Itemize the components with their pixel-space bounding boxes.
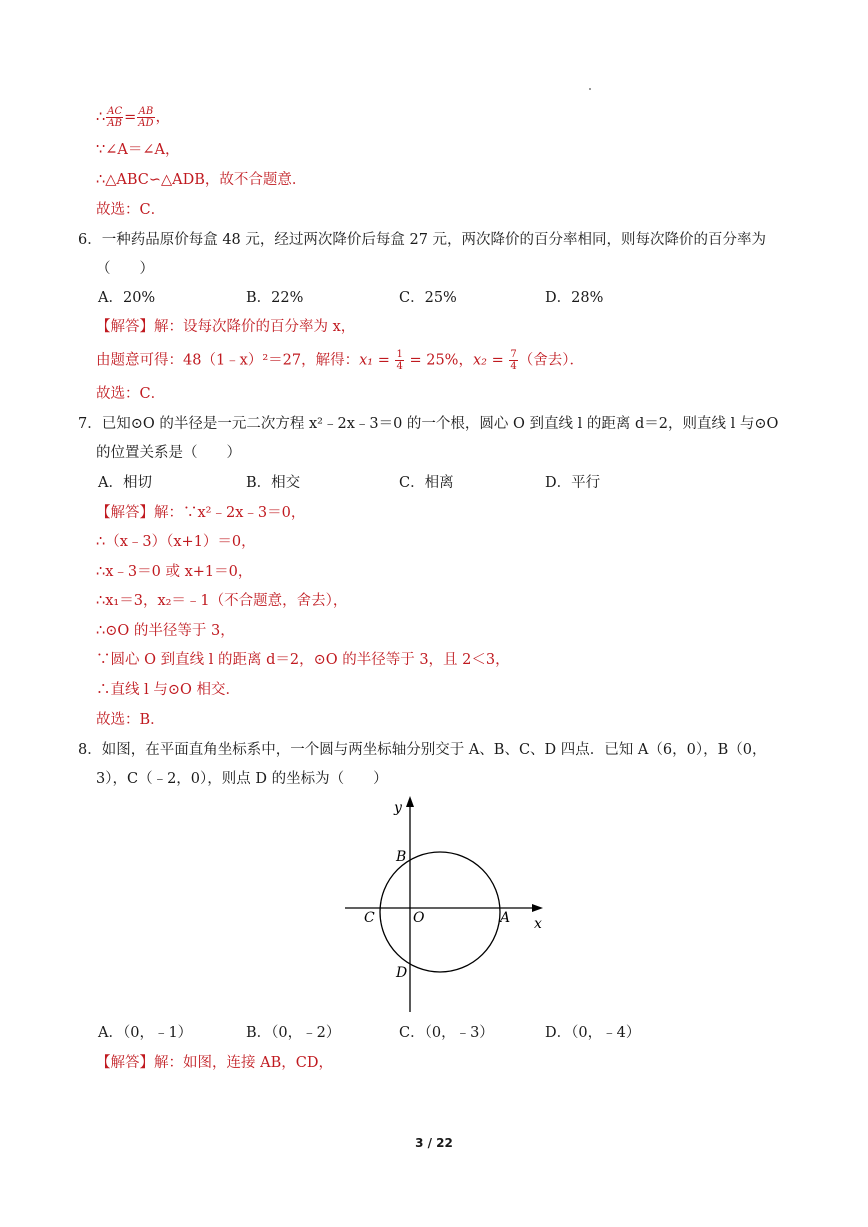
q8-stem-line2: 3），C（﹣2，0），则点 D 的坐标为（ ） <box>96 771 388 787</box>
fraction-ab-ad: $\frac{AB}{AD}$ <box>138 106 154 129</box>
prev-line-1: ∴ $\frac{AC}{AB}$ = $\frac{AB}{AD}$ ， <box>96 106 171 129</box>
q8-option-a: A．（0，﹣1） <box>98 1025 193 1041</box>
q7-option-b: B．相交 <box>246 475 301 491</box>
q6-option-d: D．28% <box>545 290 604 306</box>
q7-solution-line8: 故选：B． <box>96 712 165 728</box>
y-axis-arrow <box>406 796 414 807</box>
q6-solution-line1: 【解答】解：设每次降价的百分率为 x， <box>96 319 356 335</box>
x-axis-arrow <box>532 904 543 912</box>
fraction-seven-quarters: $\frac{7}{4}$ <box>510 349 517 372</box>
q6-solution-line3: 故选：C． <box>96 386 166 402</box>
q6-stem-line1: 6．一种药品原价每盒 48 元，经过两次降价后每盒 27 元，两次降价的百分率相同，则每次降价的百分率为 <box>78 232 767 248</box>
q7-option-a: A．相切 <box>98 475 152 491</box>
solution-tag: 【解答】 <box>96 319 154 335</box>
prev-line-4: 故选：C． <box>96 202 166 218</box>
page-number: 3 / 22 <box>415 1136 453 1150</box>
solution-tag: 【解答】 <box>96 505 154 521</box>
q7-stem-line1: 7．已知⊙O 的半径是一元二次方程 x²﹣2x﹣3＝0 的一个根，圆心 O 到直线 l 的距离 d＝2，则直线 l 与⊙O <box>78 416 779 432</box>
q7-solution-line5: ∴⊙O 的半径等于 3， <box>96 623 235 639</box>
label-d: D <box>396 965 408 981</box>
q8-option-d: D．（0，﹣4） <box>545 1025 641 1041</box>
label-b: B <box>396 849 407 865</box>
q6-option-c: C．25% <box>399 290 457 306</box>
prev-line-2: ∵∠A＝∠A， <box>96 142 180 158</box>
q7-solution-line1: 【解答】解：∵x²﹣2x﹣3＝0， <box>96 505 306 521</box>
q7-option-d: D．平行 <box>545 475 601 491</box>
label-x: x <box>534 916 542 932</box>
q6-solution-line2: 由题意可得：48（1﹣x）²＝27，解得：x₁ = $\frac{1}{4}$ = 25%，x₂ = $\frac{7}{4}$ （舍去）． <box>96 349 584 372</box>
coordinate-figure <box>335 790 555 1020</box>
q6-option-a: A．20% <box>98 290 156 306</box>
q7-solution-line4: ∴x₁＝3，x₂＝﹣1（不合题意，舍去）， <box>96 593 348 609</box>
circle <box>380 852 500 972</box>
q8-option-b: B．（0，﹣2） <box>246 1025 341 1041</box>
q8-stem-line1: 8．如图，在平面直角坐标系中，一个圆与两坐标轴分别交于 A、B、C、D 四点．已知 A（6，0），B（0， <box>78 742 767 758</box>
label-c: C <box>364 910 375 926</box>
q7-solution-line2: ∴（x﹣3）（x+1）＝0， <box>96 534 256 550</box>
q6-stem-line2: （ ） <box>96 261 154 277</box>
label-y: y <box>394 800 402 816</box>
q7-solution-line6: ∵圆心 O 到直线 l 的距离 d＝2，⊙O 的半径等于 3，且 2＜3， <box>96 652 510 668</box>
q8-option-c: C．（0，﹣3） <box>399 1025 494 1041</box>
prev-line-3: ∴△ABC∽△ADB，故不合题意． <box>96 172 307 188</box>
q7-solution-line3: ∴x﹣3＝0 或 x+1＝0， <box>96 564 253 580</box>
label-a: A <box>500 910 511 926</box>
q7-stem-line2: 的位置关系是（ ） <box>96 445 241 461</box>
label-o: O <box>413 910 425 926</box>
speck-mark <box>589 88 591 90</box>
q7-option-c: C．相离 <box>399 475 454 491</box>
solution-tag: 【解答】 <box>96 1055 154 1071</box>
fraction-ac-ab: $\frac{AC}{AB}$ <box>107 106 123 129</box>
q6-option-b: B．22% <box>246 290 304 306</box>
therefore-symbol: ∴ <box>96 109 106 126</box>
q8-solution-line1: 【解答】解：如图，连接 AB，CD， <box>96 1055 333 1071</box>
q7-solution-line7: ∴直线 l 与⊙O 相交． <box>96 682 241 698</box>
fraction-one-quarter: $\frac{1}{4}$ <box>396 349 403 372</box>
